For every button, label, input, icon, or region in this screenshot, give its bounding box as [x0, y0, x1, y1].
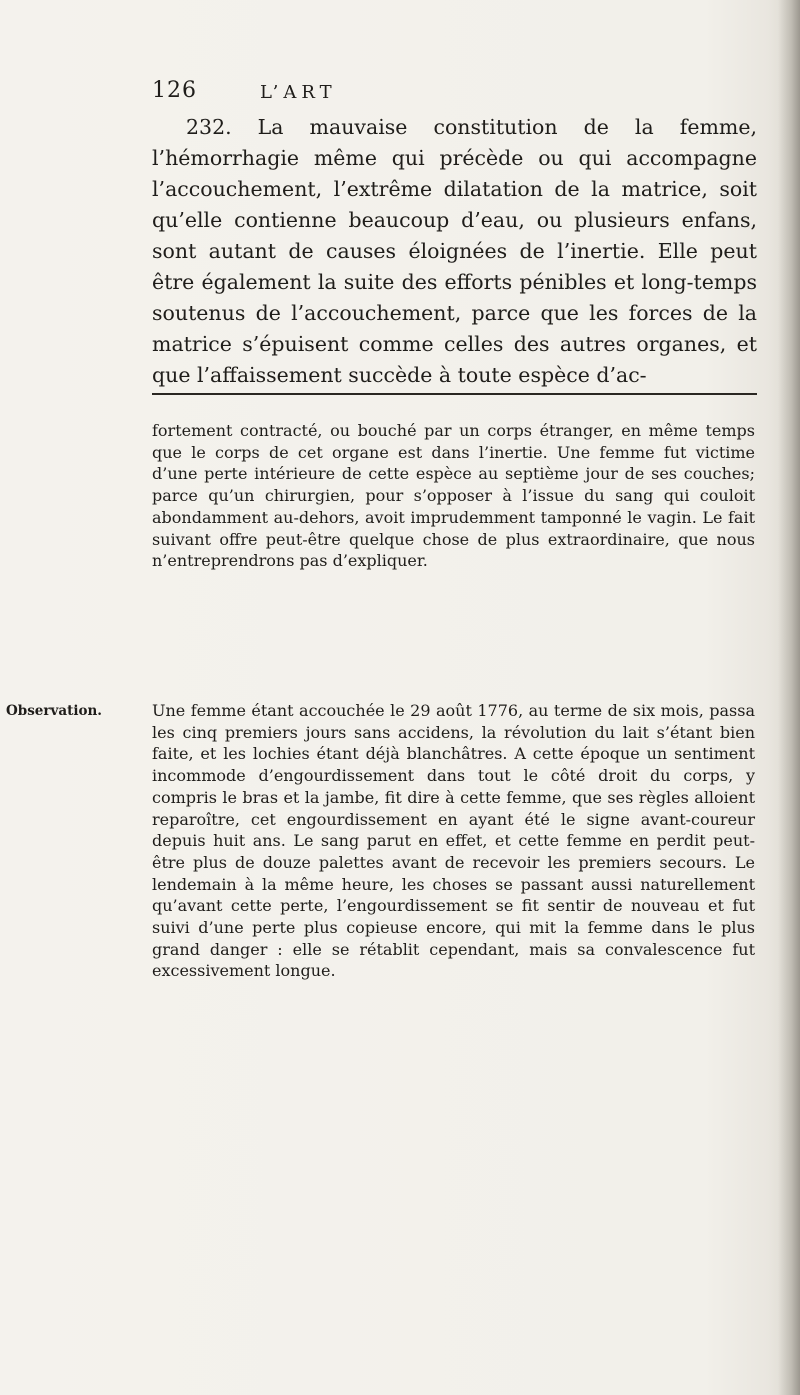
margin-note-observation: Observation. — [6, 703, 102, 719]
page-edge-shadow — [778, 0, 800, 1395]
footnote-continuation: fortement contracté, ou bouché par un corps étranger, en même temps que le corps de cet organe est dans l’inertie. Une femme fut victime d’une perte intérieure de cette espèce au septième jour de ses couches; parce qu’un chirurgien, pour s’opposer à l’issue du sang qui couloit abondamment au-dehors, avoit imprudemment tamponné le vagin. Le fait suivant offre peut-être quelque chose de plus extraordinaire, que nous n’entreprendrons pas d’expliquer. — [152, 421, 755, 571]
main-paragraph: 232. La mauvaise constitution de la femme, l’hémorrhagie même qui précède ou qui accompagne l’accouchement, l’extrême dilatation de la matrice, soit qu’elle contienne beaucoup d’eau, ou plusieurs enfans, sont autant de causes éloignées de l’inertie. Elle peut être également la suite des efforts pénibles et long-temps soutenus de l’accouchement, parce que les forces de la matrice s’épuisent comme celles des autres organes, et que l’affaissement succède à toute espèce d’ac- — [152, 115, 757, 387]
footnote-observation: Une femme étant accouchée le 29 août 1776, au terme de six mois, passa les cinq premiers jours sans accidens, la révolution du lait s’étant bien faite, et les lochies étant déjà blanchâtres. A cette époque un sentiment incommode d’engourdissement dans tout le côté droit du corps, y compris le bras et la jambe, fit dire à cette femme, que ses règles alloient reparoître, cet engourdissement en ayant été le signe avant-coureur depuis huit ans. Le sang parut en effet, et cette femme en perdit peut-être plus de douze palettes avant de recevoir les premiers secours. Le lendemain à la même heure, les choses se passant aussi naturellement qu’avant cette perte, l’engourdissement se fit sentir de nouveau et fut suivi d’une perte plus copieuse encore, qui mit la femme dans le plus grand danger : elle se rétablit cependant, mais sa convalescence fut excessivement longue. — [152, 701, 755, 981]
running-head: L’ART — [260, 82, 337, 103]
page-number: 126 — [152, 78, 197, 103]
page-header — [152, 78, 752, 108]
footnote-separator-rule — [152, 393, 757, 395]
